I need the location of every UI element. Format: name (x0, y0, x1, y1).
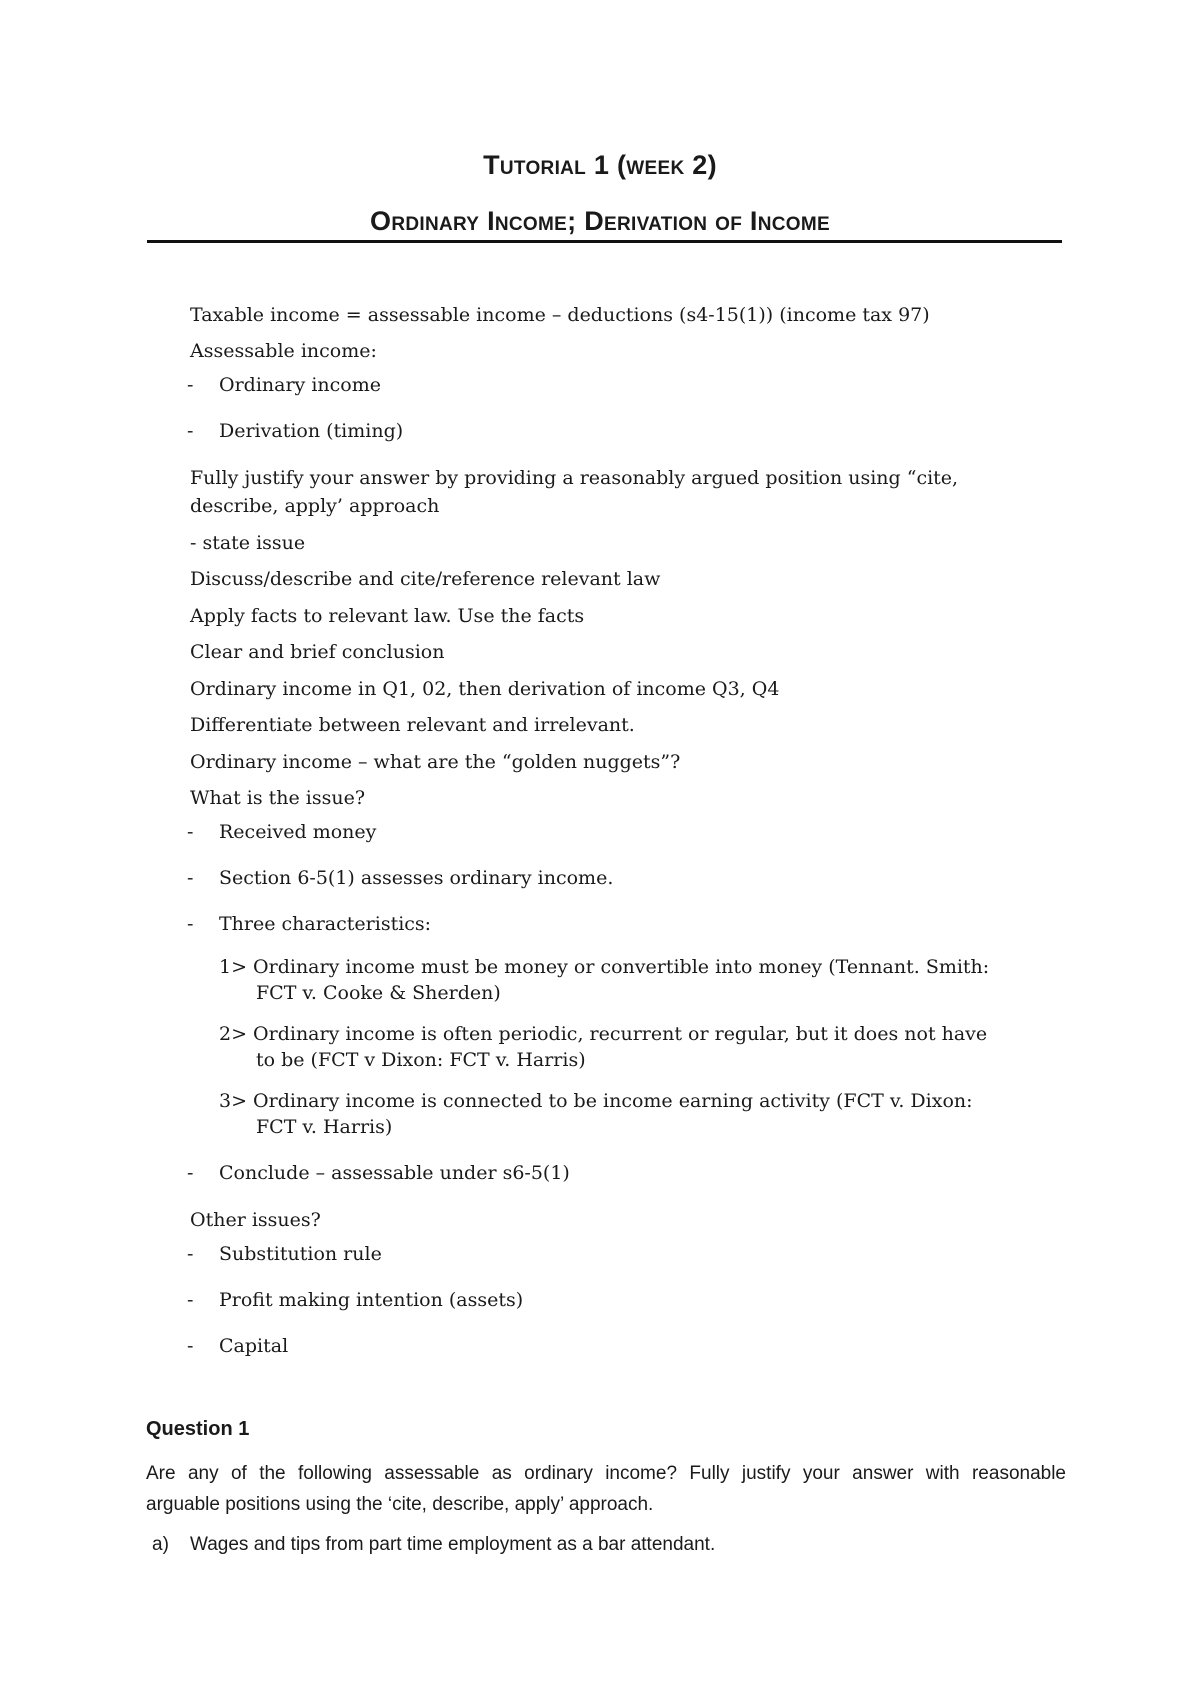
justify-line-1: Fully justify your answer by providing a reasonably argued position using “cite, (190, 467, 959, 489)
characteristic-3-line-1: 3> Ordinary income is connected to be income earning activity (FCT v. Dixon: (219, 1090, 973, 1112)
characteristic-1-line-1: 1> Ordinary income must be money or convertible into money (Tennant. Smith: (219, 956, 990, 978)
state-issue-line: - state issue (190, 532, 306, 554)
item-a-label: a) (152, 1534, 169, 1555)
list-item: Derivation (timing) (219, 420, 404, 442)
characteristic-3-line-2: FCT v. Harris) (256, 1116, 393, 1138)
question-1-text-line-1: Are any of the following assessable as ordinary income? Fully justify your answer with reasonable (146, 1463, 1066, 1484)
assessable-income-heading: Assessable income: (190, 340, 377, 362)
characteristic-2-line-2: to be (FCT v Dixon: FCT v. Harris) (256, 1049, 586, 1071)
golden-nuggets-line: Ordinary income – what are the “golden nuggets”? (190, 751, 681, 773)
list-item: Profit making intention (assets) (219, 1289, 524, 1311)
conclude-item: Conclude – assessable under s6-5(1) (219, 1162, 570, 1184)
characteristic-2-line-1: 2> Ordinary income is often periodic, recurrent or regular, but it does not have (219, 1023, 988, 1045)
characteristic-1-line-2: FCT v. Cooke & Sherden) (256, 982, 501, 1004)
list-item: Substitution rule (219, 1243, 382, 1265)
other-issues-line: Other issues? (190, 1209, 321, 1231)
list-item: Received money (219, 821, 377, 843)
document-subtitle: Ordinary Income; Derivation of Income (370, 206, 830, 236)
bullet-dash: - (187, 821, 194, 843)
bullet-dash: - (187, 1335, 194, 1357)
differentiate-line: Differentiate between relevant and irrelevant. (190, 714, 635, 736)
list-item: Ordinary income (219, 374, 381, 396)
discuss-line: Discuss/describe and cite/reference relevant law (190, 568, 661, 590)
document-title: Tutorial 1 (week 2) (483, 150, 717, 180)
bullet-dash: - (187, 1243, 194, 1265)
taxable-income-line: Taxable income = assessable income – deductions (s4-15(1)) (income tax 97) (190, 304, 930, 326)
issue-line: What is the issue? (190, 787, 366, 809)
title-divider (147, 240, 1062, 243)
ordinary-questions-line: Ordinary income in Q1, 02, then derivation of income Q3, Q4 (190, 678, 780, 700)
list-item: Three characteristics: (219, 913, 432, 935)
item-a-text: Wages and tips from part time employment as a bar attendant. (190, 1534, 716, 1555)
apply-line: Apply facts to relevant law. Use the facts (190, 605, 585, 627)
list-item: Section 6-5(1) assesses ordinary income. (219, 867, 614, 889)
justify-line-2: describe, apply’ approach (190, 495, 440, 517)
question-1-text-line-2: arguable positions using the ‘cite, describe, apply’ approach. (146, 1494, 654, 1515)
bullet-dash: - (187, 420, 194, 442)
question-1-heading: Question 1 (146, 1418, 250, 1440)
bullet-dash: - (187, 1289, 194, 1311)
bullet-dash: - (187, 374, 194, 396)
list-item: Capital (219, 1335, 289, 1357)
bullet-dash: - (187, 867, 194, 889)
bullet-dash: - (187, 1162, 194, 1184)
clear-line: Clear and brief conclusion (190, 641, 445, 663)
bullet-dash: - (187, 913, 194, 935)
